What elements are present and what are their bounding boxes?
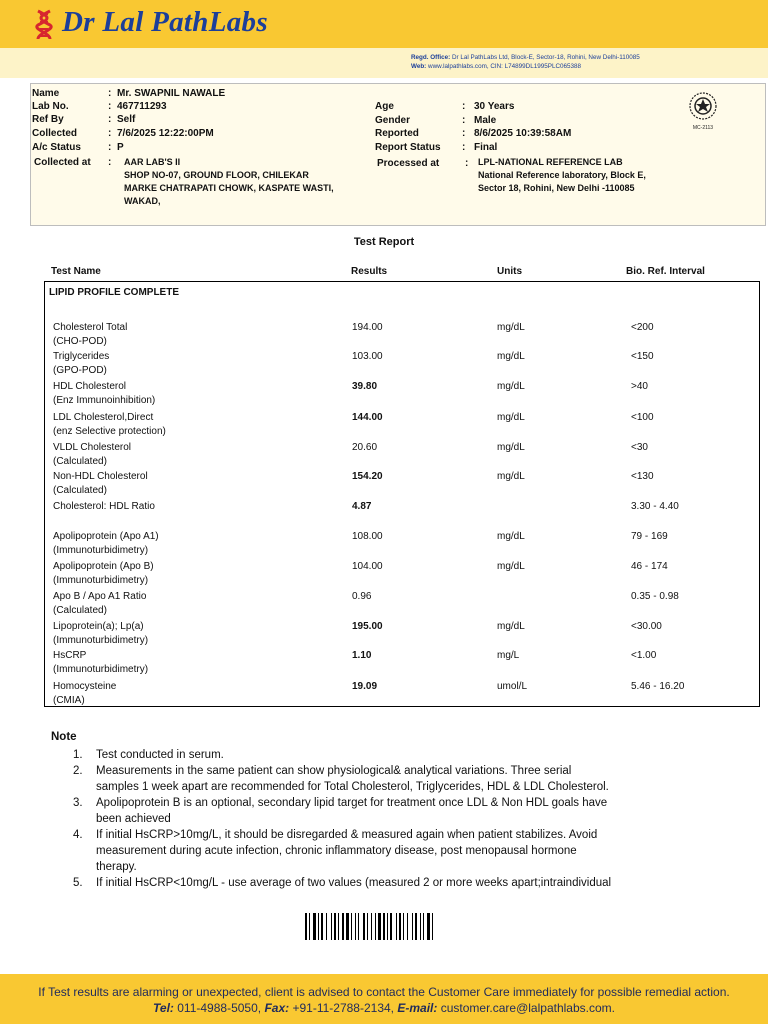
note-number: 2. — [73, 765, 83, 777]
test-name: Apo B / Apo A1 Ratio — [53, 591, 147, 602]
test-method: (Immunoturbidimetry) — [53, 575, 149, 586]
test-result: 194.00 — [352, 322, 383, 333]
test-unit: mg/dL — [497, 412, 525, 423]
test-ref-interval: <200 — [631, 322, 654, 333]
note-text: Apolipoprotein B is an optional, secondary lipid target for treatment once LDL & Non HDL goals have — [96, 797, 608, 809]
test-method: (Calculated) — [53, 456, 107, 467]
test-name: Non-HDL Cholesterol — [53, 471, 148, 482]
test-name: Apolipoprotein (Apo A1) — [53, 531, 159, 542]
test-ref-interval: 5.46 - 16.20 — [631, 681, 685, 692]
ac-status-label: A/c Status — [32, 142, 81, 153]
test-result: 19.09 — [352, 681, 378, 692]
barcode-bar — [326, 913, 327, 940]
barcode-bar — [420, 913, 421, 940]
lab-no-value: 467711293 — [117, 101, 167, 112]
test-unit: mg/dL — [497, 621, 525, 632]
test-method: (CHO-POD) — [53, 336, 107, 347]
barcode-bar — [383, 913, 385, 940]
barcode-bar — [358, 913, 359, 940]
processed-at-line: Sector 18, Rohini, New Delhi -110085 — [478, 183, 635, 193]
test-name: Cholesterol: HDL Ratio — [53, 501, 155, 512]
collected-at-label: Collected at — [34, 157, 91, 168]
barcode-bar — [396, 913, 397, 940]
test-method: (Enz Immunoinhibition) — [53, 395, 156, 406]
test-ref-interval: <1.00 — [631, 650, 657, 661]
barcode-bar — [415, 913, 417, 940]
barcode-bar — [371, 913, 372, 940]
barcode-bar — [375, 913, 376, 940]
processed-at-label: Processed at — [377, 158, 440, 169]
test-ref-interval: 79 - 169 — [631, 531, 668, 542]
test-unit: mg/dL — [497, 381, 525, 392]
collected-at-line: AAR LAB'S II — [124, 157, 181, 167]
barcode-bar — [334, 913, 336, 940]
test-name: VLDL Cholesterol — [53, 442, 132, 453]
test-ref-interval: <100 — [631, 412, 654, 423]
test-ref-interval: <30 — [631, 442, 648, 453]
barcode-bar — [305, 913, 307, 940]
test-result: 144.00 — [352, 412, 383, 423]
test-method: (Immunoturbidimetry) — [53, 635, 149, 646]
note-title: Note — [51, 731, 77, 743]
reported-value: 8/6/2025 10:39:58AM — [474, 128, 572, 139]
collected-label: Collected — [32, 128, 78, 139]
collected-at-line: SHOP NO-07, GROUND FLOOR, CHILEKAR — [124, 170, 309, 180]
test-name: Homocysteine — [53, 681, 117, 692]
ref-by-value: Self — [117, 114, 136, 125]
test-ref-interval: <130 — [631, 471, 654, 482]
test-result: 103.00 — [352, 351, 383, 362]
brand-logo-text: Dr Lal PathLabs — [62, 6, 268, 38]
age-value: 30 Years — [474, 101, 515, 112]
test-result: 154.20 — [352, 471, 383, 482]
note-text: Test conducted in serum. — [96, 749, 224, 761]
registered-office-line: Regd. Office: Dr Lal PathLabs Ltd, Block-E, Sector-18, Rohini, New Delhi-110085 — [411, 54, 640, 61]
processed-at-line: National Reference laboratory, Block E, — [478, 170, 646, 180]
test-result: 0.96 — [352, 591, 372, 602]
test-name: Apolipoprotein (Apo B) — [53, 561, 154, 572]
ac-status-value: P — [117, 142, 124, 153]
contact-line: Tel: 011-4988-5050, Fax: +91-11-2788-2134, E-mail: customer.care@lalpathlabs.com. — [153, 1001, 615, 1015]
customer-care-email: customer.care@lalpathlabs.com. — [440, 1001, 615, 1015]
gender-value: Male — [474, 115, 497, 126]
test-unit: mg/dL — [497, 322, 525, 333]
results-table — [44, 281, 760, 707]
test-method: (Calculated) — [53, 605, 107, 616]
barcode-bar — [407, 913, 408, 940]
barcode-bar — [412, 913, 413, 940]
lab-no-label: Lab No. — [32, 101, 69, 112]
test-unit: mg/dL — [497, 471, 525, 482]
gender-label: Gender — [375, 115, 411, 126]
test-method: (Immunoturbidimetry) — [53, 664, 149, 675]
test-ref-interval: >40 — [631, 381, 648, 392]
barcode-bar — [313, 913, 316, 940]
note-number: 3. — [73, 797, 83, 809]
test-unit: mg/dL — [497, 561, 525, 572]
barcode-bar — [387, 913, 388, 940]
report-status-label: Report Status — [375, 142, 441, 153]
test-method: (Calculated) — [53, 485, 107, 496]
test-name: Triglycerides — [53, 351, 110, 362]
barcode-bar — [321, 913, 323, 940]
barcode-icon — [305, 913, 473, 940]
processed-at-line: LPL-NATIONAL REFERENCE LAB — [478, 157, 623, 167]
note-text: therapy. — [96, 861, 137, 873]
test-result: 39.80 — [352, 381, 378, 392]
test-unit: mg/dL — [497, 351, 525, 362]
barcode-bar — [367, 913, 368, 940]
collected-value: 7/6/2025 12:22:00PM — [117, 128, 214, 139]
note-text: been achieved — [96, 813, 171, 825]
test-name: HsCRP — [53, 650, 87, 661]
test-ref-interval: 3.30 - 4.40 — [631, 501, 679, 512]
note-text: samples 1 week apart are recommended for Total Cholesterol, Triglycerides, HDL & LDL Cholesterol. — [96, 781, 609, 793]
test-method: (Immunoturbidimetry) — [53, 545, 149, 556]
test-name: LDL Cholesterol,Direct — [53, 412, 154, 423]
svg-text:MC-2113: MC-2113 — [692, 125, 714, 131]
barcode-bar — [342, 913, 344, 940]
test-unit: mg/dL — [497, 531, 525, 542]
collected-at-line: WAKAD, — [124, 196, 161, 206]
patient-name: Mr. SWAPNIL NAWALE — [117, 88, 226, 99]
column-header-units: Units — [497, 266, 522, 277]
reported-label: Reported — [375, 128, 419, 139]
test-result: 4.87 — [352, 501, 372, 512]
dna-logo-icon — [34, 9, 54, 41]
barcode-bar — [432, 913, 433, 940]
collected-at-line: MARKE CHATRAPATI CHOWK, KASPATE WASTI, — [124, 183, 334, 193]
barcode-bar — [318, 913, 319, 940]
barcode-bar — [403, 913, 404, 940]
barcode-bar — [309, 913, 310, 940]
column-header-test-name: Test Name — [51, 266, 101, 277]
footer-band — [0, 974, 768, 1024]
test-result: 195.00 — [352, 621, 383, 632]
test-unit: mg/L — [497, 650, 520, 661]
test-result: 104.00 — [352, 561, 383, 572]
test-method: (GPO-POD) — [53, 365, 107, 376]
report-title: Test Report — [353, 236, 415, 248]
barcode-bar — [331, 913, 332, 940]
test-name: Lipoprotein(a); Lp(a) — [53, 621, 144, 632]
ref-by-label: Ref By — [32, 114, 64, 125]
barcode-bar — [363, 913, 365, 940]
header-office-strip — [0, 48, 768, 78]
note-text: measurement during acute infection, chronic inflammatory disease, post menopausal hormone — [96, 845, 577, 857]
test-unit: mg/dL — [497, 442, 525, 453]
web-cin-line: Web: www.lalpathlabs.com, CIN: L74899DL1995PLC065388 — [411, 63, 582, 70]
name-label: Name — [32, 88, 60, 99]
test-name: Cholesterol Total — [53, 322, 128, 333]
column-header-ref-interval: Bio. Ref. Interval — [626, 266, 705, 277]
note-number: 5. — [73, 877, 83, 889]
test-method: (enz Selective protection) — [53, 426, 166, 437]
note-text: If initial HsCRP>10mg/L, it should be disregarded & measured again when patient stabilizes. Avoid — [96, 829, 598, 841]
barcode-bar — [423, 913, 424, 940]
test-name: HDL Cholesterol — [53, 381, 126, 392]
note-number: 1. — [73, 749, 83, 761]
barcode-bar — [355, 913, 356, 940]
test-result: 1.10 — [352, 650, 372, 661]
accreditation-seal-icon — [686, 91, 720, 131]
customer-care-notice: If Test results are alarming or unexpected, client is advised to contact the Customer Care immediately for possible remedial action. — [38, 985, 730, 999]
age-label: Age — [375, 101, 394, 112]
barcode-bar — [378, 913, 381, 940]
note-number: 4. — [73, 829, 83, 841]
test-unit: umol/L — [497, 681, 528, 692]
test-ref-interval: 0.35 - 0.98 — [631, 591, 679, 602]
panel-title: LIPID PROFILE COMPLETE — [49, 287, 180, 298]
barcode-bar — [390, 913, 392, 940]
test-ref-interval: <150 — [631, 351, 654, 362]
test-method: (CMIA) — [53, 695, 85, 706]
barcode-bar — [338, 913, 339, 940]
test-ref-interval: <30.00 — [631, 621, 662, 632]
note-text: If initial HsCRP<10mg/L - use average of two values (measured 2 or more weeks apart;intraindividual — [96, 877, 612, 889]
barcode-bar — [351, 913, 352, 940]
column-header-results: Results — [351, 266, 388, 277]
barcode-bar — [399, 913, 401, 940]
barcode-bar — [346, 913, 349, 940]
report-status-value: Final — [474, 142, 498, 153]
note-text: Measurements in the same patient can show physiological& analytical variations. Three serial — [96, 765, 572, 777]
barcode-bar — [427, 913, 430, 940]
test-result: 20.60 — [352, 442, 378, 453]
test-ref-interval: 46 - 174 — [631, 561, 668, 572]
test-result: 108.00 — [352, 531, 383, 542]
